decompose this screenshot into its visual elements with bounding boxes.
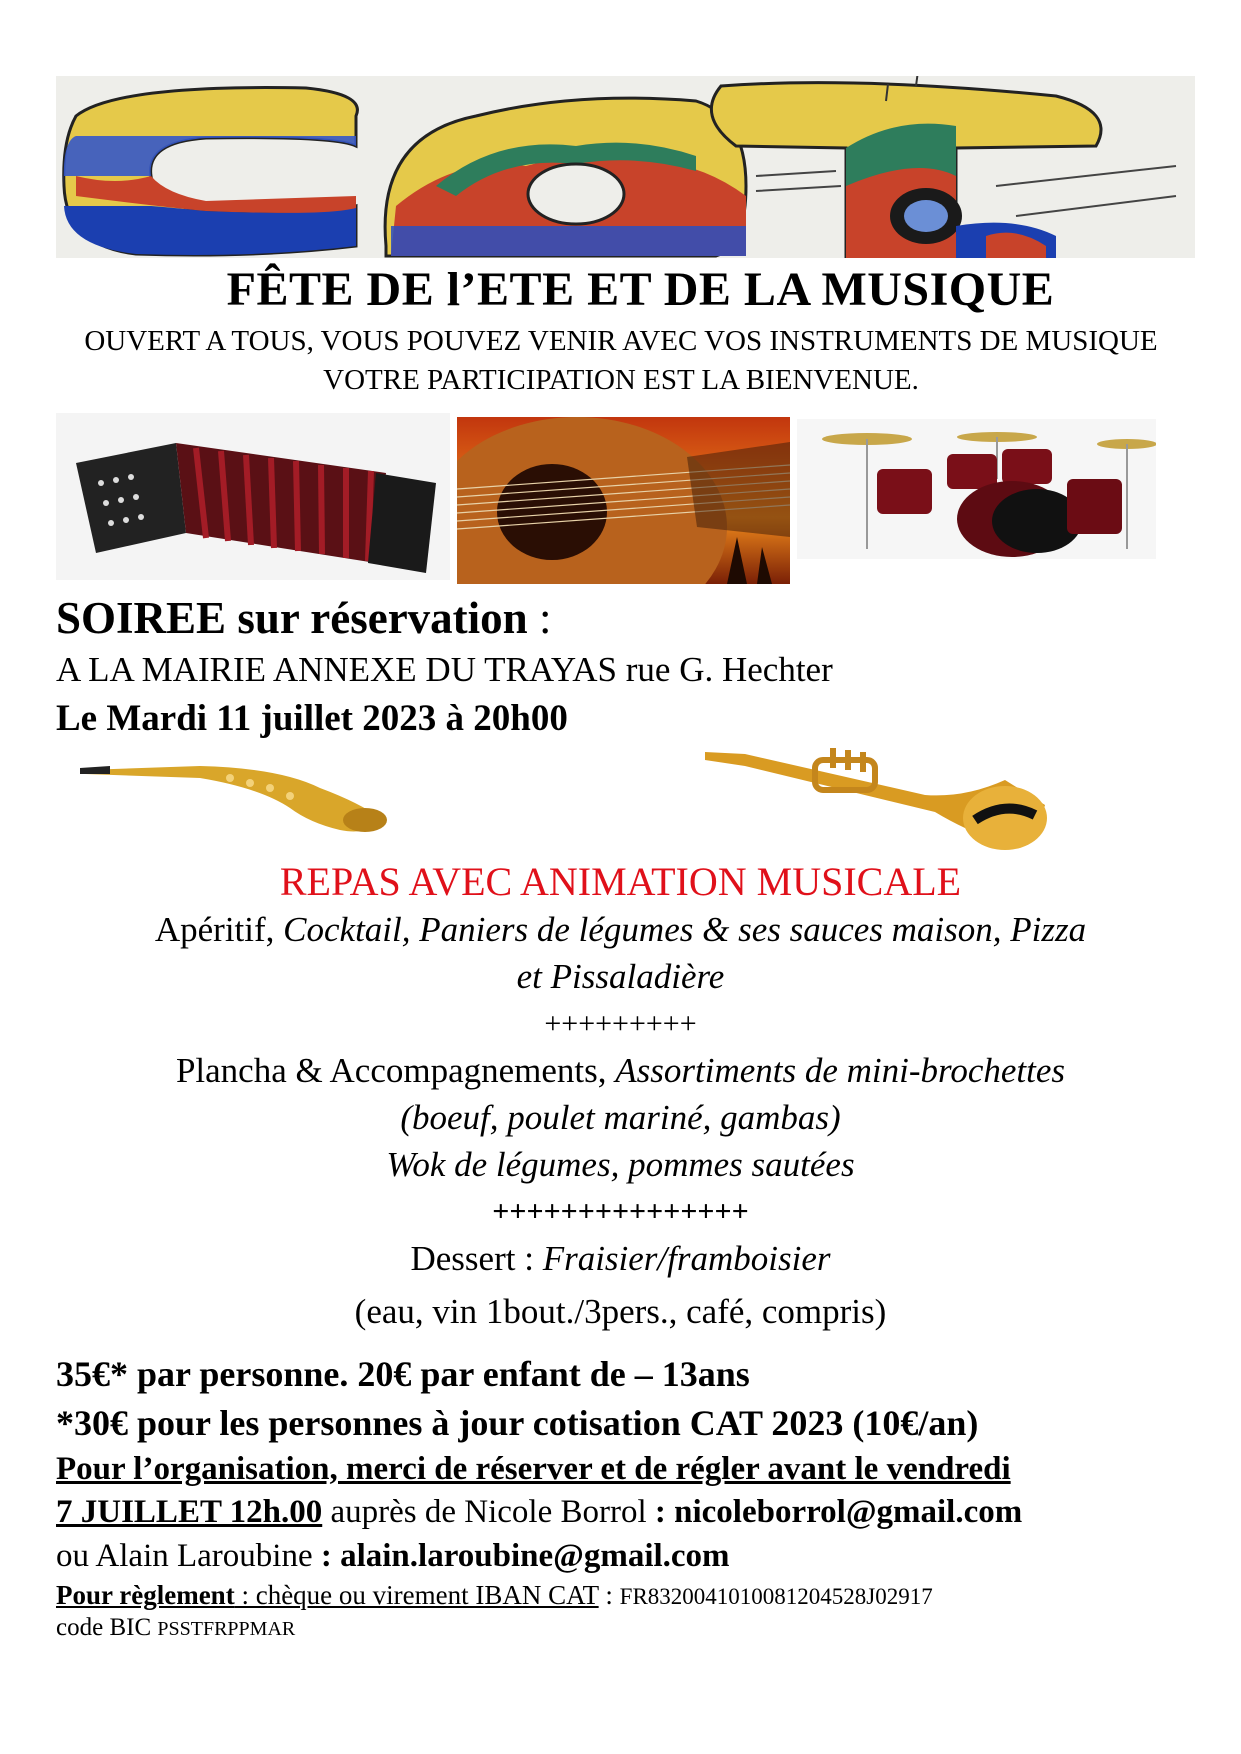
iban-separator: : (598, 1580, 620, 1610)
aperitif-items: Cocktail, Paniers de légumes & ses sauces maison, Pizza (283, 910, 1087, 949)
aperitif-items-2: et Pissaladière (516, 957, 725, 996)
menu-block (40, 906, 1201, 1335)
plancha-items-3: Wok de légumes, pommes sautées (386, 1145, 855, 1184)
organisation-line-3 (56, 1538, 1206, 1575)
iban-value: FR8320041010081204528J02917 (619, 1584, 933, 1609)
reservation-deadline: 7 JUILLET 12h.00 (56, 1494, 323, 1530)
price-line-1: 35€* par personne. 20€ par enfant de – 13ans (56, 1354, 750, 1394)
soiree-heading-text: SOIREE sur réservation (56, 593, 528, 643)
contact-1-text: auprès de Nicole Borrol (322, 1494, 655, 1530)
saxophone-photo (80, 748, 405, 838)
payment-label: Pour règlement (56, 1580, 235, 1610)
payment-text: : chèque ou virement IBAN CAT (234, 1580, 599, 1610)
repas-title: REPAS AVEC ANIMATION MUSICALE (279, 859, 962, 904)
soiree-heading (56, 592, 551, 644)
payment-line-1 (56, 1580, 1206, 1611)
payment-line-2 (56, 1614, 1206, 1642)
plancha-label: Plancha & Accompagnements, (175, 1051, 616, 1090)
menu-aperitif (40, 906, 1201, 953)
guitar-sunset-photo (457, 417, 790, 584)
page-title: FÊTE DE l’ETE ET DE LA MUSIQUE (226, 263, 1055, 316)
menu-drinks: (eau, vin 1bout./3pers., café, compris) (354, 1292, 887, 1331)
event-location: A LA MAIRIE ANNEXE DU TRAYAS rue G. Hechter (56, 650, 833, 689)
soiree-colon: : (527, 593, 552, 643)
price-line-2: *30€ pour les personnes à jour cotisation CAT 2023 (10€/an) (56, 1403, 979, 1443)
dessert-item: Fraisier/framboisier (542, 1239, 831, 1278)
intro-text: OUVERT A TOUS, VOUS POUVEZ VENIR AVEC VOS INSTRUMENTS DE MUSIQUE VOTRE PARTICIPATION EST LA BIENVENUE. (84, 325, 1158, 396)
bic-label: code BIC (56, 1614, 158, 1641)
cat-logo-banner (56, 76, 1195, 258)
plancha-items: Assortiments de mini-brochettes (615, 1051, 1066, 1090)
contact-1-email[interactable]: : nicoleborrol@gmail.com (654, 1494, 1023, 1530)
organisation-line-2 (56, 1494, 1206, 1531)
menu-separator-2: +++++++++++++++ (492, 1195, 749, 1228)
trumpet-photo (705, 740, 1055, 850)
menu-dessert (40, 1235, 1201, 1282)
accordion-photo (56, 413, 450, 580)
organisation-line-1: Pour l’organisation, merci de réserver et de régler avant le vendredi (56, 1451, 1011, 1487)
menu-separator-1: +++++++++ (544, 1007, 697, 1040)
contact-2-email[interactable]: : alain.laroubine@gmail.com (320, 1538, 730, 1574)
aperitif-label: Apéritif, (154, 910, 284, 949)
bic-value: PSSTFRPPMAR (157, 1618, 296, 1640)
plancha-items-2: (boeuf, poulet mariné, gambas) (400, 1098, 841, 1137)
menu-plancha (40, 1047, 1201, 1094)
contact-2-text: ou Alain Laroubine (56, 1538, 321, 1574)
dessert-label: Dessert : (410, 1239, 543, 1278)
drum-kit-photo (797, 419, 1156, 559)
event-date: Le Mardi 11 juillet 2023 à 20h00 (56, 698, 568, 739)
